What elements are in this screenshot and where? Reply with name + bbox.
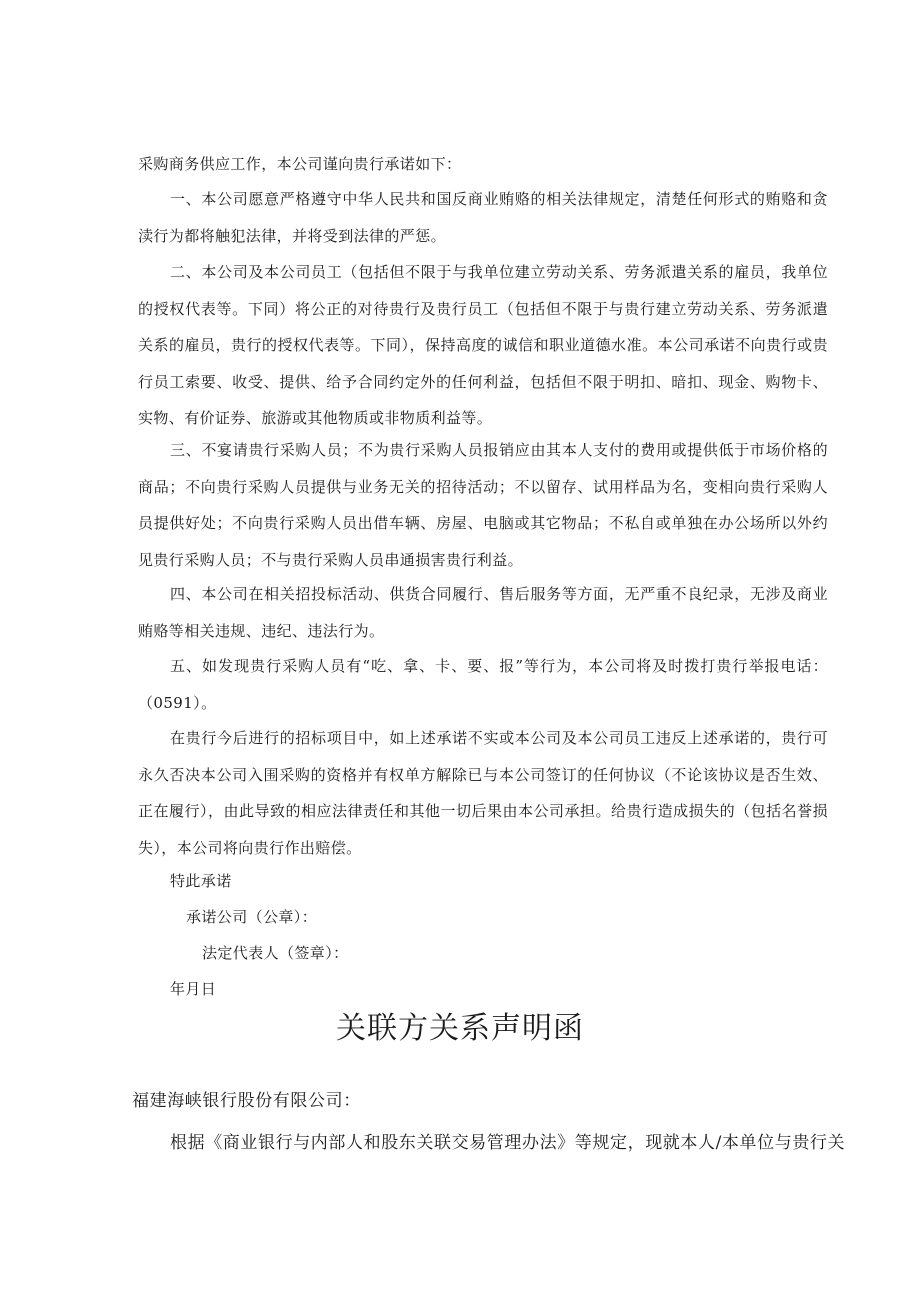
declaration-addressee: 福建海峡银行股份有限公司： [132, 1091, 361, 1111]
commitment-closing: 特此承诺 [170, 872, 232, 890]
declaration-title: 关联方关系声明函 [336, 1011, 584, 1046]
declaration-body: 根据《商业银行与内部人和股东关联交易管理办法》等规定，现就本人/本单位与贵行关 [170, 1133, 846, 1153]
legal-representative-label: 法定代表人（签章）： [202, 944, 349, 962]
commitment-clause-2: 二、本公司及本公司员工（包括但不限于与我单位建立劳动关系、劳务派遣关系的雇员，我单位的授权代表等。下同）将公正的对待贵行及贵行员工（包括但不限于与贵行建立劳动关系、劳务派遣关系的雇员，贵行的授权代表等。下同），保持高度的诚信和职业道德水准。本公司承诺不向贵行或贵行员工索要、收受、提供、给予合同约定外的任何利益，包括但不限于明扣、暗扣、现金、购物卡、实物、有价证券、旅游或其他物质或非物质利益等。 [138, 263, 828, 427]
commitment-clause-5: 五、如发现贵行采购人员有“吃、拿、卡、要、报”等行为，本公司将及时拨打贵行举报电话：（0591）。 [138, 657, 828, 712]
commitment-clause-3: 三、不宴请贵行采购人员；不为贵行采购人员报销应由其本人支付的费用或提供低于市场价格的商品；不向贵行采购人员提供与业务无关的招待活动；不以留存、试用样品为名，变相向贵行采购人员提供好处；不向贵行采购人员出借车辆、房屋、电脑或其它物品；不私自或单独在办公场所以外约见贵行采购人员；不与贵行采购人员串通损害贵行利益。 [138, 441, 828, 569]
commitment-intro: 采购商务供应工作，本公司谨向贵行承诺如下： [138, 155, 462, 173]
commitment-penalty-paragraph: 在贵行今后进行的招标项目中，如上述承诺不实或本公司及本公司员工违反上述承诺的，贵行可永久否决本公司入围采购的资格并有权单方解除已与本公司签订的任何协议（不论该协议是否生效、正在履行），由此导致的相应法律责任和其他一切后果由本公司承担。给贵行造成损失的（包括名誉损失），本公司将向贵行作出赔偿。 [138, 729, 828, 857]
date-label: 年月日 [170, 980, 217, 998]
commitment-clause-4: 四、本公司在相关招投标活动、供货合同履行、售后服务等方面，无严重不良纪录，无涉及商业贿赂等相关违规、违纪、违法行为。 [138, 585, 828, 640]
commitment-clause-1: 一、本公司愿意严格遵守中华人民共和国反商业贿赂的相关法律规定，清楚任何形式的贿赂和贪渎行为都将触犯法律，并将受到法律的严惩。 [138, 190, 828, 245]
company-seal-label: 承诺公司（公章）： [186, 908, 318, 926]
